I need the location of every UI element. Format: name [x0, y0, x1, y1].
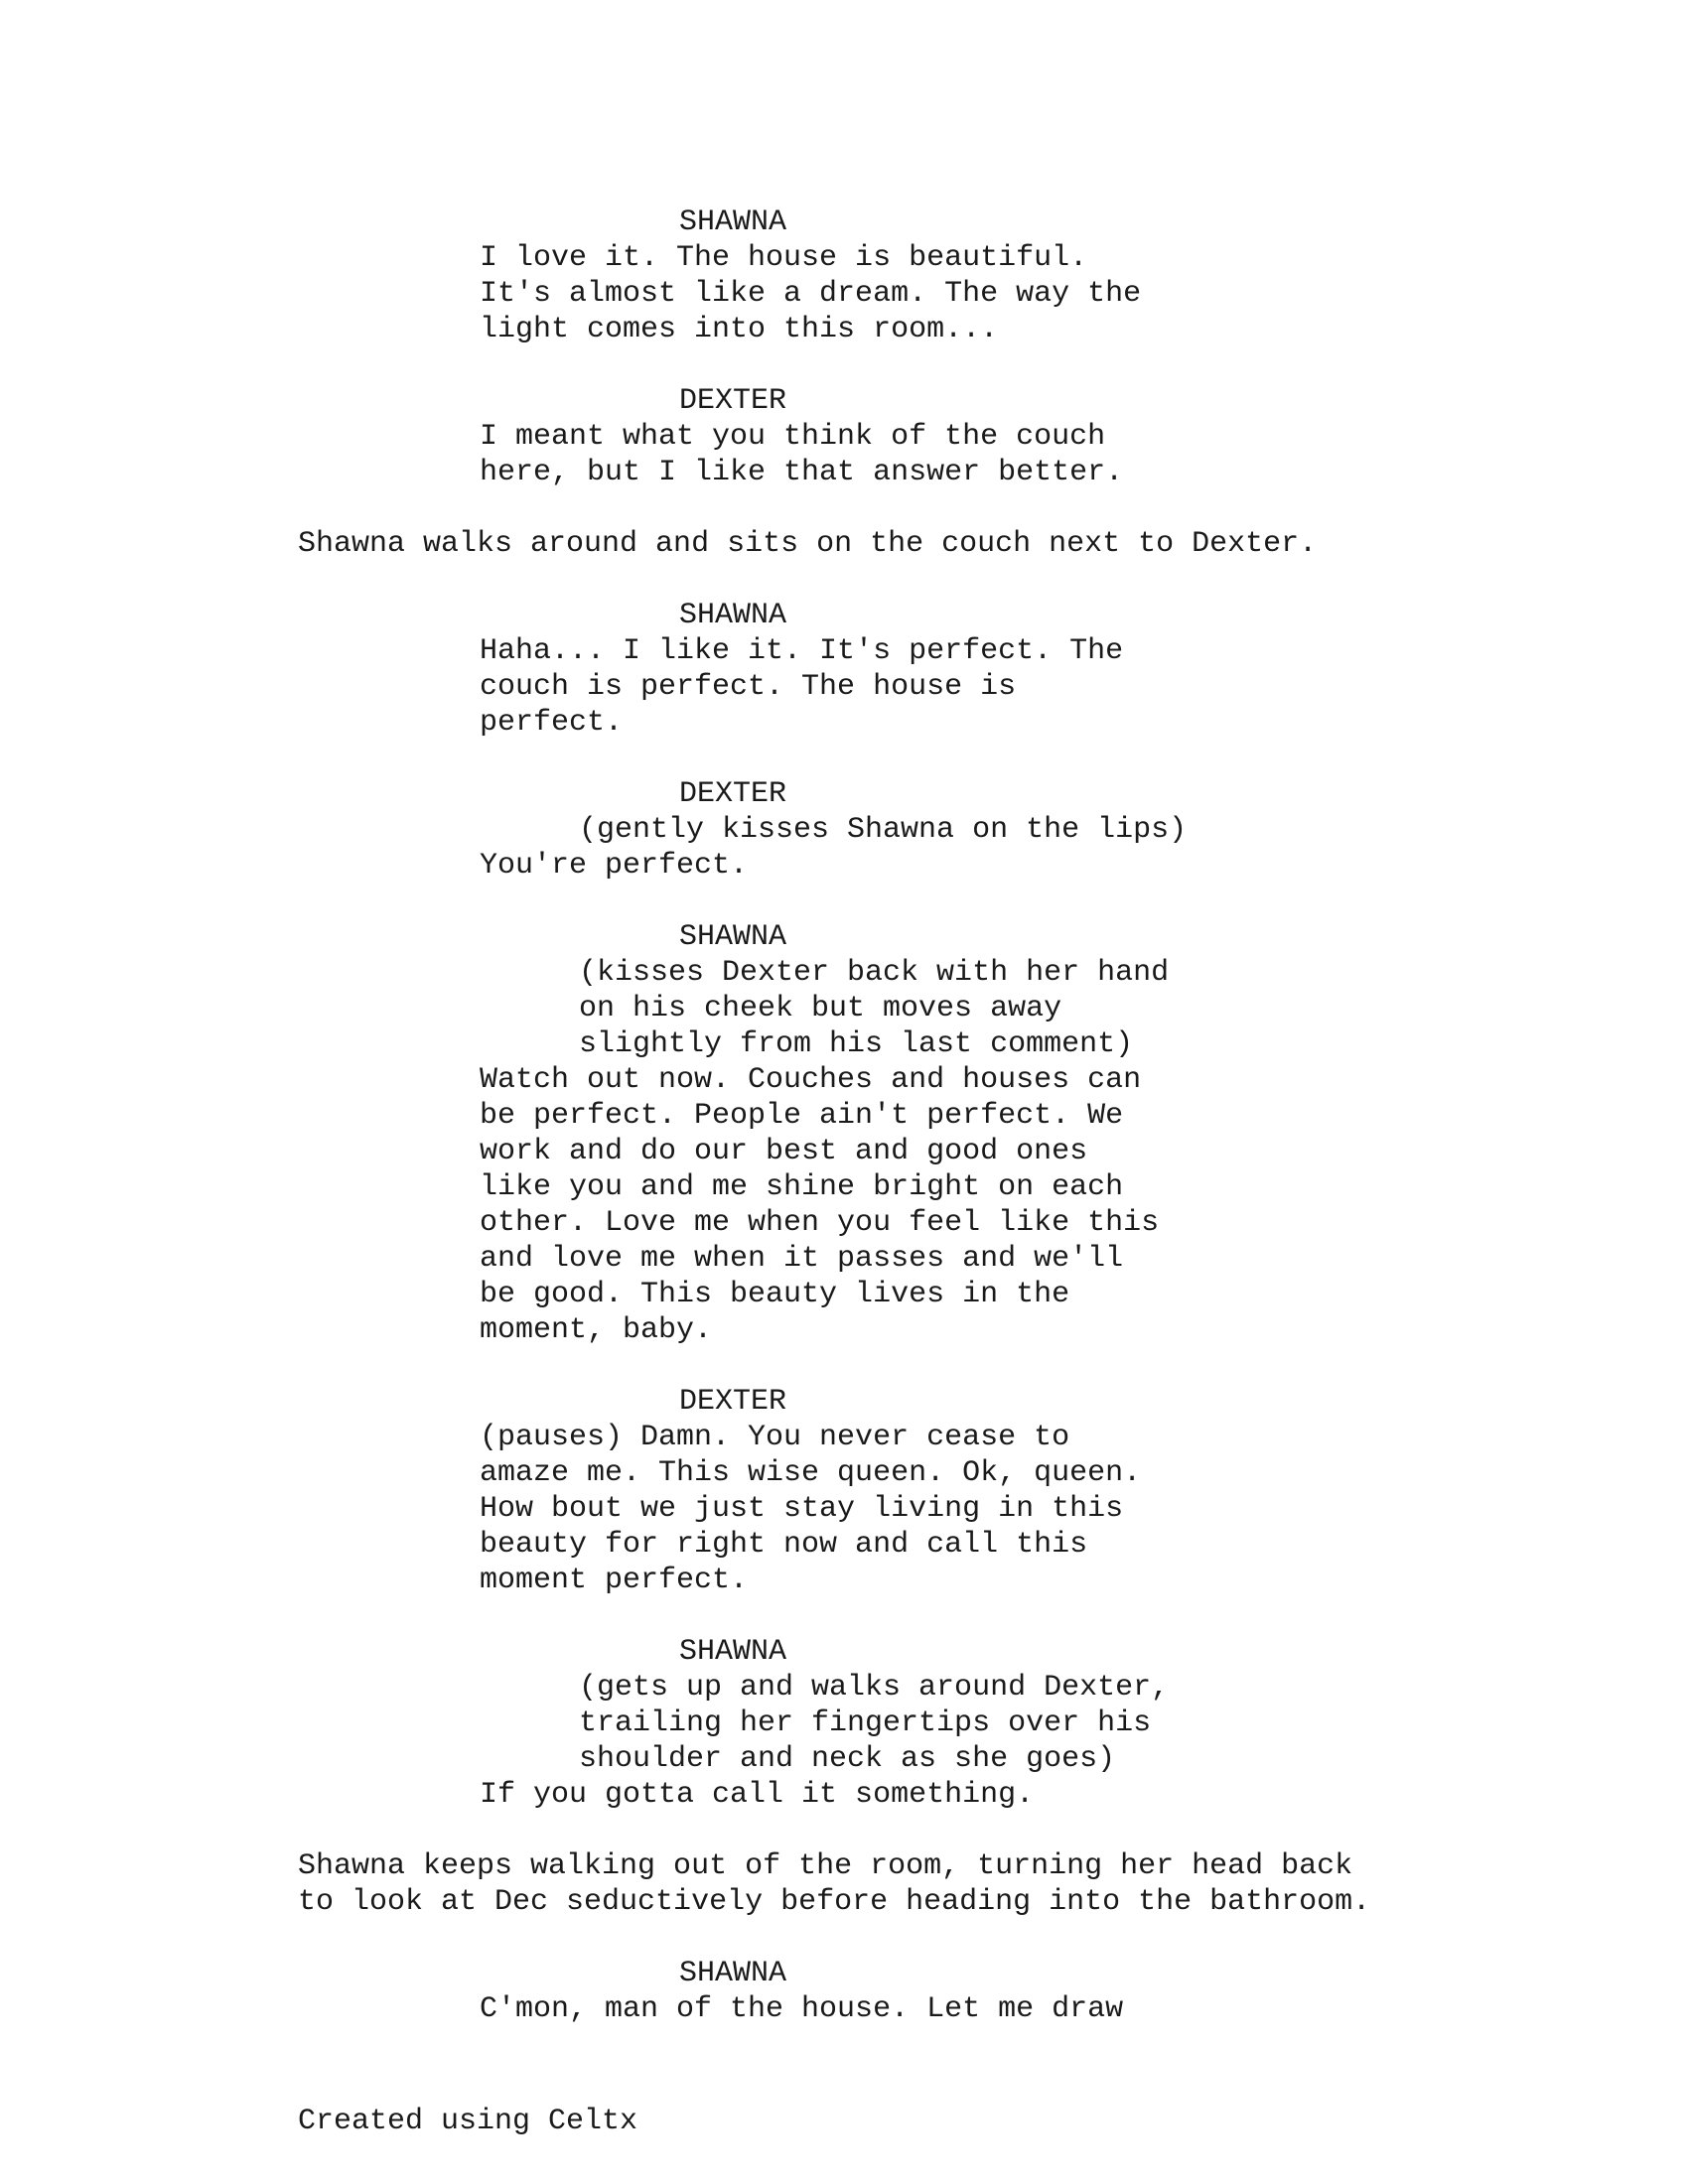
parenthetical-line: shoulder and neck as she goes)	[579, 1742, 1116, 1776]
parenthetical-line: (gets up and walks around Dexter,	[579, 1671, 1170, 1705]
dialogue-line: here, but I like that answer better.	[480, 456, 1124, 489]
dialogue-line: perfect.	[480, 706, 624, 740]
dialogue-line: If you gotta call it something.	[480, 1778, 1035, 1812]
dialogue-line: I meant what you think of the couch	[480, 420, 1106, 454]
action-line: Shawna keeps walking out of the room, turning her head back	[298, 1849, 1353, 1883]
dialogue-line: be good. This beauty lives in the	[480, 1278, 1070, 1311]
parenthetical-line: trailing her fingertips over his	[579, 1706, 1152, 1740]
parenthetical-line: slightly from his last comment)	[579, 1027, 1134, 1061]
dialogue-line: I love it. The house is beautiful.	[480, 241, 1088, 275]
character-cue: DEXTER	[679, 384, 787, 418]
dialogue-line: Haha... I like it. It's perfect. The	[480, 634, 1124, 668]
footer-credit: Created using Celtx	[298, 2105, 638, 2138]
character-cue: SHAWNA	[679, 599, 787, 632]
parenthetical-line: on his cheek but moves away	[579, 992, 1062, 1025]
dialogue-line: moment, baby.	[480, 1313, 713, 1347]
action-line: Shawna walks around and sits on the couch next to Dexter.	[298, 527, 1318, 561]
parenthetical-line: (kisses Dexter back with her hand	[579, 956, 1170, 990]
dialogue-line: Watch out now. Couches and houses can	[480, 1063, 1142, 1097]
dialogue-line: It's almost like a dream. The way the	[480, 277, 1142, 311]
dialogue-line: light comes into this room...	[480, 313, 999, 346]
parenthetical-line: (gently kisses Shawna on the lips)	[579, 813, 1188, 847]
dialogue-line: like you and me shine bright on each	[480, 1170, 1124, 1204]
action-line: to look at Dec seductively before heading into the bathroom.	[298, 1885, 1371, 1919]
dialogue-line: and love me when it passes and we'll	[480, 1242, 1124, 1276]
character-cue: SHAWNA	[679, 1957, 787, 1990]
character-cue: SHAWNA	[679, 920, 787, 954]
dialogue-line: moment perfect.	[480, 1564, 749, 1597]
character-cue: SHAWNA	[679, 1635, 787, 1669]
dialogue-line: work and do our best and good ones	[480, 1135, 1088, 1168]
dialogue-line: (pauses) Damn. You never cease to	[480, 1421, 1070, 1454]
dialogue-line: How bout we just stay living in this	[480, 1492, 1124, 1526]
character-cue: DEXTER	[679, 1385, 787, 1419]
dialogue-line: beauty for right now and call this	[480, 1528, 1088, 1562]
dialogue-line: amaze me. This wise queen. Ok, queen.	[480, 1456, 1142, 1490]
character-cue: DEXTER	[679, 777, 787, 811]
dialogue-line: couch is perfect. The house is	[480, 670, 1017, 704]
dialogue-line: be perfect. People ain't perfect. We	[480, 1099, 1124, 1133]
character-cue: SHAWNA	[679, 205, 787, 239]
dialogue-line: You're perfect.	[480, 849, 749, 883]
dialogue-line: other. Love me when you feel like this	[480, 1206, 1160, 1240]
dialogue-line: C'mon, man of the house. Let me draw	[480, 1992, 1124, 2026]
